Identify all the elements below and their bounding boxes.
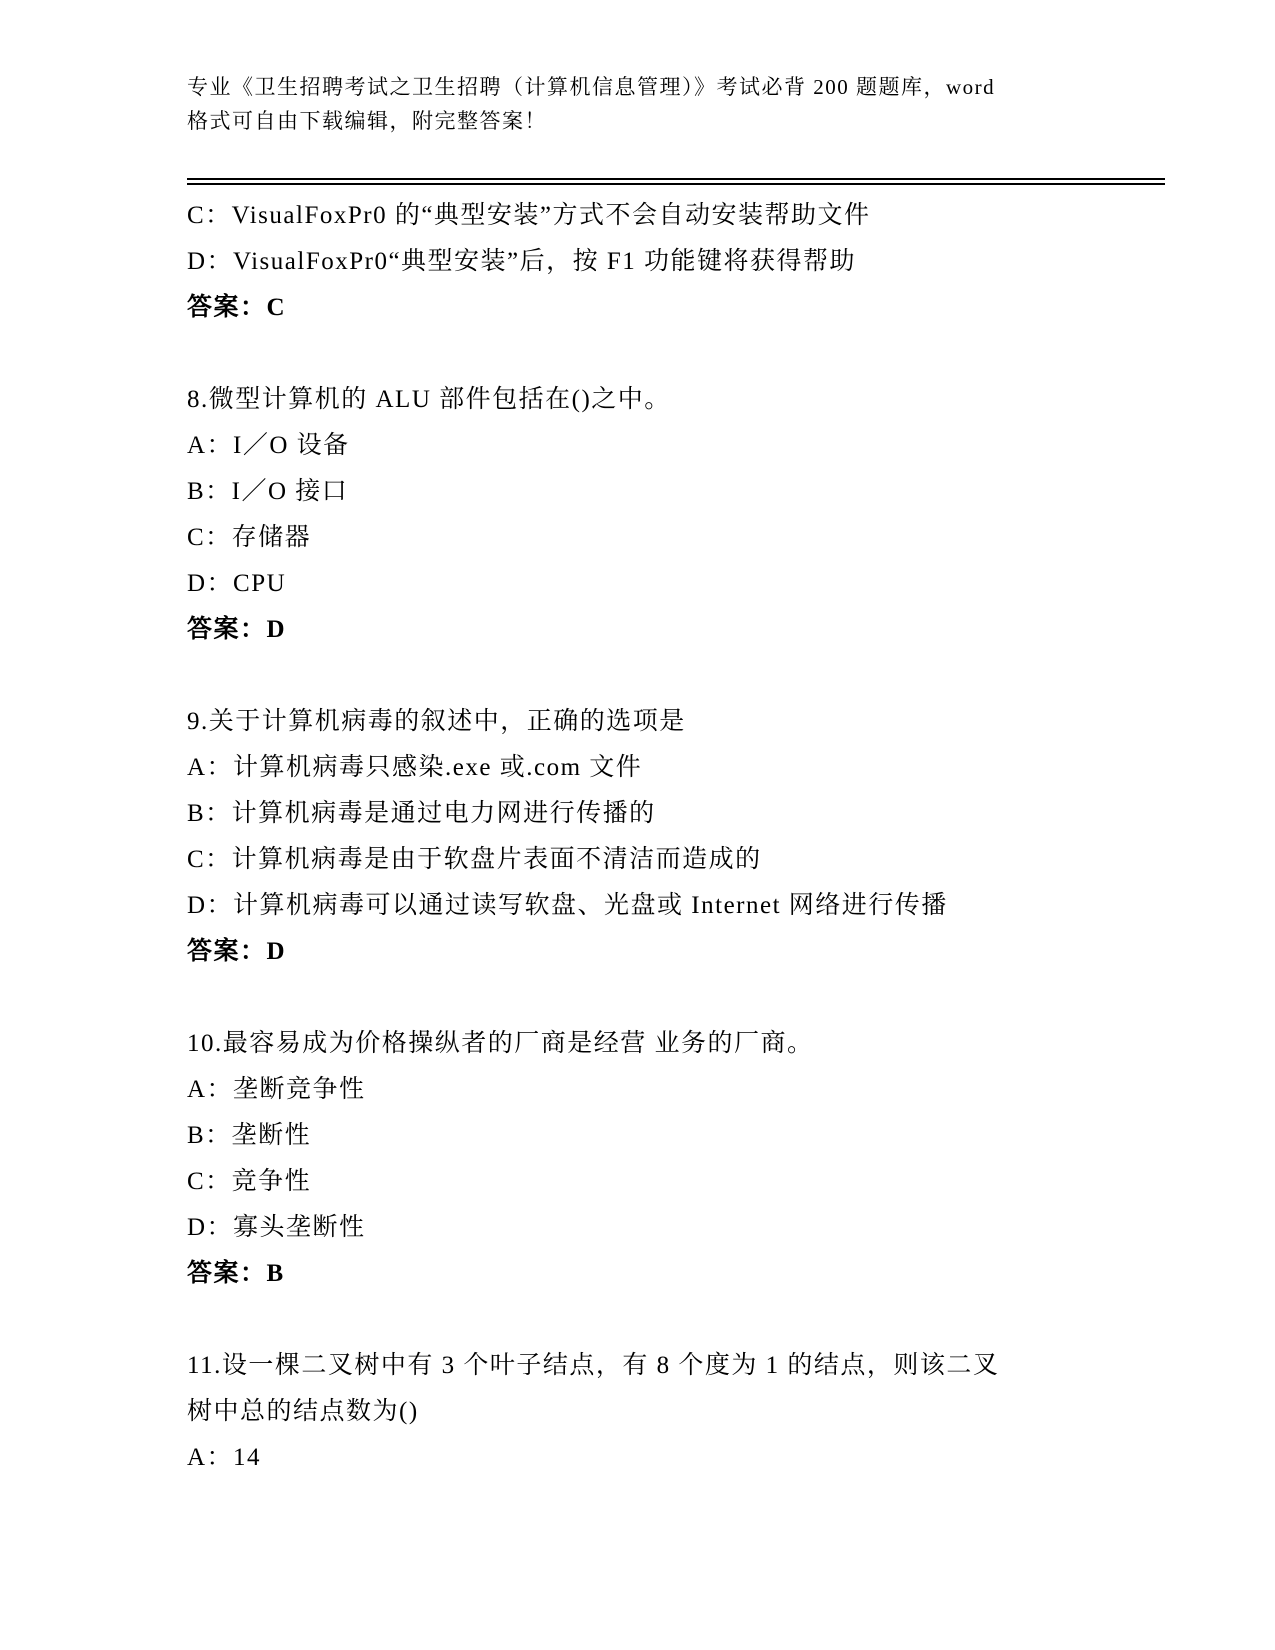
q9-option-c: C：计算机病毒是由于软盘片表面不清洁而造成的: [187, 846, 762, 873]
document-header: [187, 0, 1165, 138]
q8-option-d: D：CPU: [187, 570, 287, 597]
q11-question-line-1: 11.设一棵二叉树中有 3 个叶子结点，有 8 个度为 1 的结点，则该二叉: [187, 1352, 1000, 1379]
question-11-block: [187, 1343, 1165, 1481]
q9-question: 9.关于计算机病毒的叙述中，正确的选项是: [187, 708, 686, 735]
q10-option-c: C：竞争性: [187, 1168, 312, 1195]
q7-answer: 答案：C: [187, 294, 287, 321]
question-10-block: [187, 1021, 1165, 1297]
q10-option-b: B：垄断性: [187, 1122, 312, 1149]
document-body: [187, 185, 1165, 1481]
q9-option-b: B：计算机病毒是通过电力网进行传播的: [187, 800, 656, 827]
question-8-block: [187, 377, 1165, 653]
q9-answer: 答案：D: [187, 938, 287, 965]
question-7-block: [187, 193, 1165, 331]
q8-option-a: A：I／O 设备: [187, 432, 350, 459]
q11-option-a: A：14: [187, 1444, 262, 1471]
q9-option-d: D：计算机病毒可以通过读写软盘、光盘或 Internet 网络进行传播: [187, 892, 948, 919]
header-title-line-2: 格式可自由下载编辑，附完整答案！: [187, 109, 547, 133]
q9-option-a: A：计算机病毒只感染.exe 或.com 文件: [187, 754, 643, 781]
q8-question: 8.微型计算机的 ALU 部件包括在()之中。: [187, 386, 671, 413]
q8-answer: 答案：D: [187, 616, 287, 643]
q8-option-b: B：I／O 接口: [187, 478, 349, 505]
page-content: [187, 0, 1165, 1481]
q10-question: 10.最容易成为价格操纵者的厂商是经营 业务的厂商。: [187, 1030, 814, 1057]
q10-answer: 答案：B: [187, 1260, 285, 1287]
header-divider-rule: [187, 178, 1165, 185]
q11-question-line-2: 树中总的结点数为(): [187, 1398, 419, 1425]
q8-option-c: C：存储器: [187, 524, 312, 551]
q10-option-a: A：垄断竞争性: [187, 1076, 366, 1103]
question-9-block: [187, 699, 1165, 975]
header-title-line-1: 专业《卫生招聘考试之卫生招聘（计算机信息管理）》考试必背 200 题题库，word: [187, 75, 996, 99]
q10-option-d: D：寡头垄断性: [187, 1214, 366, 1241]
q7-option-d: D：VisualFoxPr0“典型安装”后，按 F1 功能键将获得帮助: [187, 248, 857, 275]
q7-option-c: C：VisualFoxPr0 的“典型安装”方式不会自动安装帮助文件: [187, 202, 871, 229]
